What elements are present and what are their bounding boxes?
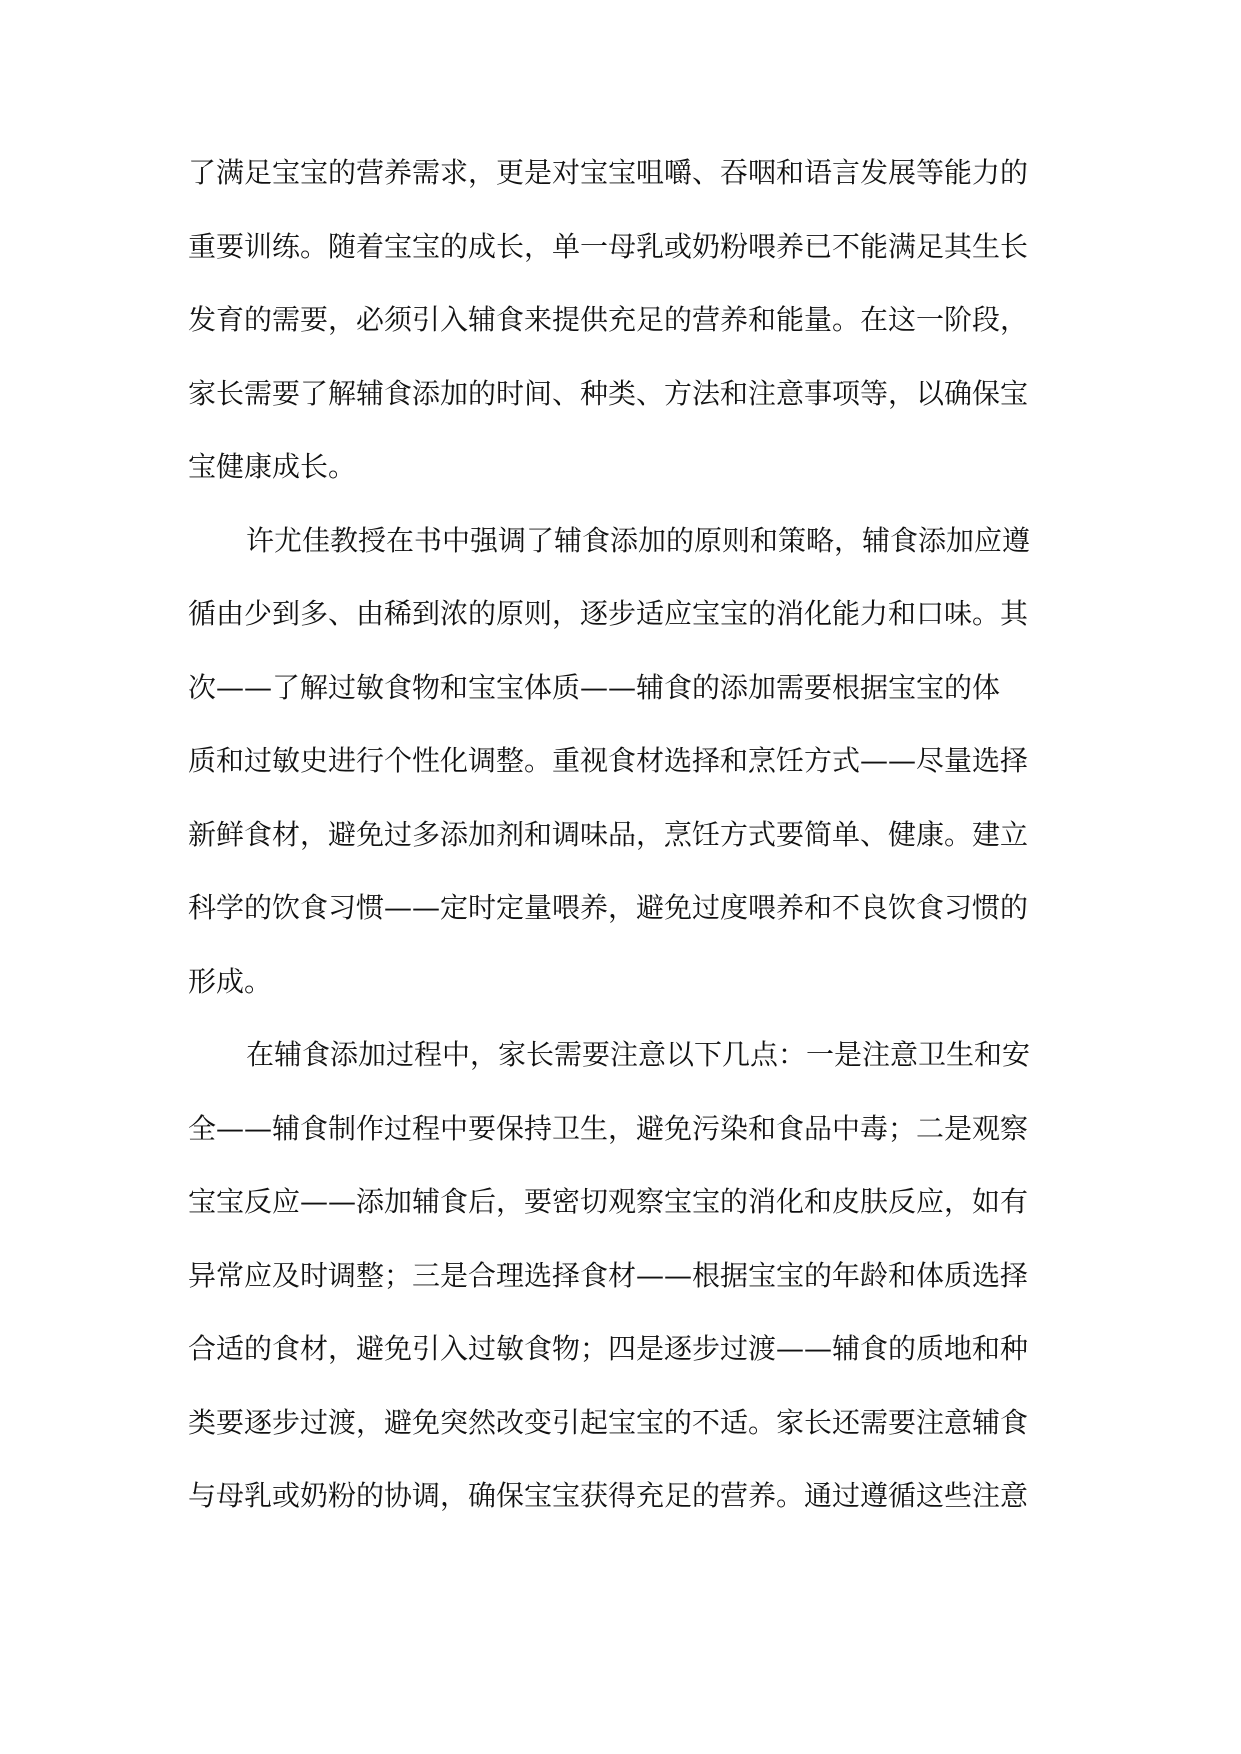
paragraph-first-line: 许尤佳教授在书中强调了辅食添加的原则和策略，辅食添加应遵 [246, 523, 1031, 557]
text-line: 全——辅食制作过程中要保持卫生，避免污染和食品中毒；二是观察 [188, 1111, 1029, 1145]
text-line: 类要逐步过渡，避免突然改变引起宝宝的不适。家长还需要注意辅食 [188, 1405, 1029, 1439]
text-line: 循由少到多、由稀到浓的原则，逐步适应宝宝的消化能力和口味。其 [188, 597, 1029, 630]
text-line: 形成。 [188, 964, 273, 998]
text-line: 次——了解过敏食物和宝宝体质——辅食的添加需要根据宝宝的体 [188, 670, 1001, 704]
text-line: 质和过敏史进行个性化调整。重视食材选择和烹饪方式——尽量选择 [188, 744, 1029, 777]
text-line: 新鲜食材，避免过多添加剂和调味品，烹饪方式要简单、健康。建立 [188, 817, 1029, 851]
text-line: 重要训练。随着宝宝的成长，单一母乳或奶粉喂养已不能满足其生长 [188, 229, 1029, 263]
text-line: 家长需要了解辅食添加的时间、种类、方法和注意事项等，以确保宝 [188, 376, 1029, 410]
paragraph-first-line: 在辅食添加过程中，家长需要注意以下几点：一是注意卫生和安 [246, 1038, 1031, 1071]
text-line: 宝健康成长。 [188, 450, 357, 483]
text-line: 科学的饮食习惯——定时定量喂养，避免过度喂养和不良饮食习惯的 [188, 891, 1029, 924]
text-line: 与母乳或奶粉的协调，确保宝宝获得充足的营养。通过遵循这些注意 [188, 1479, 1029, 1512]
text-line: 异常应及时调整；三是合理选择食材——根据宝宝的年龄和体质选择 [188, 1258, 1029, 1292]
text-line: 宝宝反应——添加辅食后，要密切观察宝宝的消化和皮肤反应，如有 [188, 1185, 1029, 1218]
text-line: 了满足宝宝的营养需求，更是对宝宝咀嚼、吞咽和语言发展等能力的 [188, 156, 1029, 189]
text-line: 发育的需要，必须引入辅食来提供充足的营养和能量。在这一阶段， [188, 303, 1029, 336]
text-line: 合适的食材，避免引入过敏食物；四是逐步过渡——辅食的质地和种 [188, 1332, 1029, 1365]
document-page [188, 136, 1058, 1533]
